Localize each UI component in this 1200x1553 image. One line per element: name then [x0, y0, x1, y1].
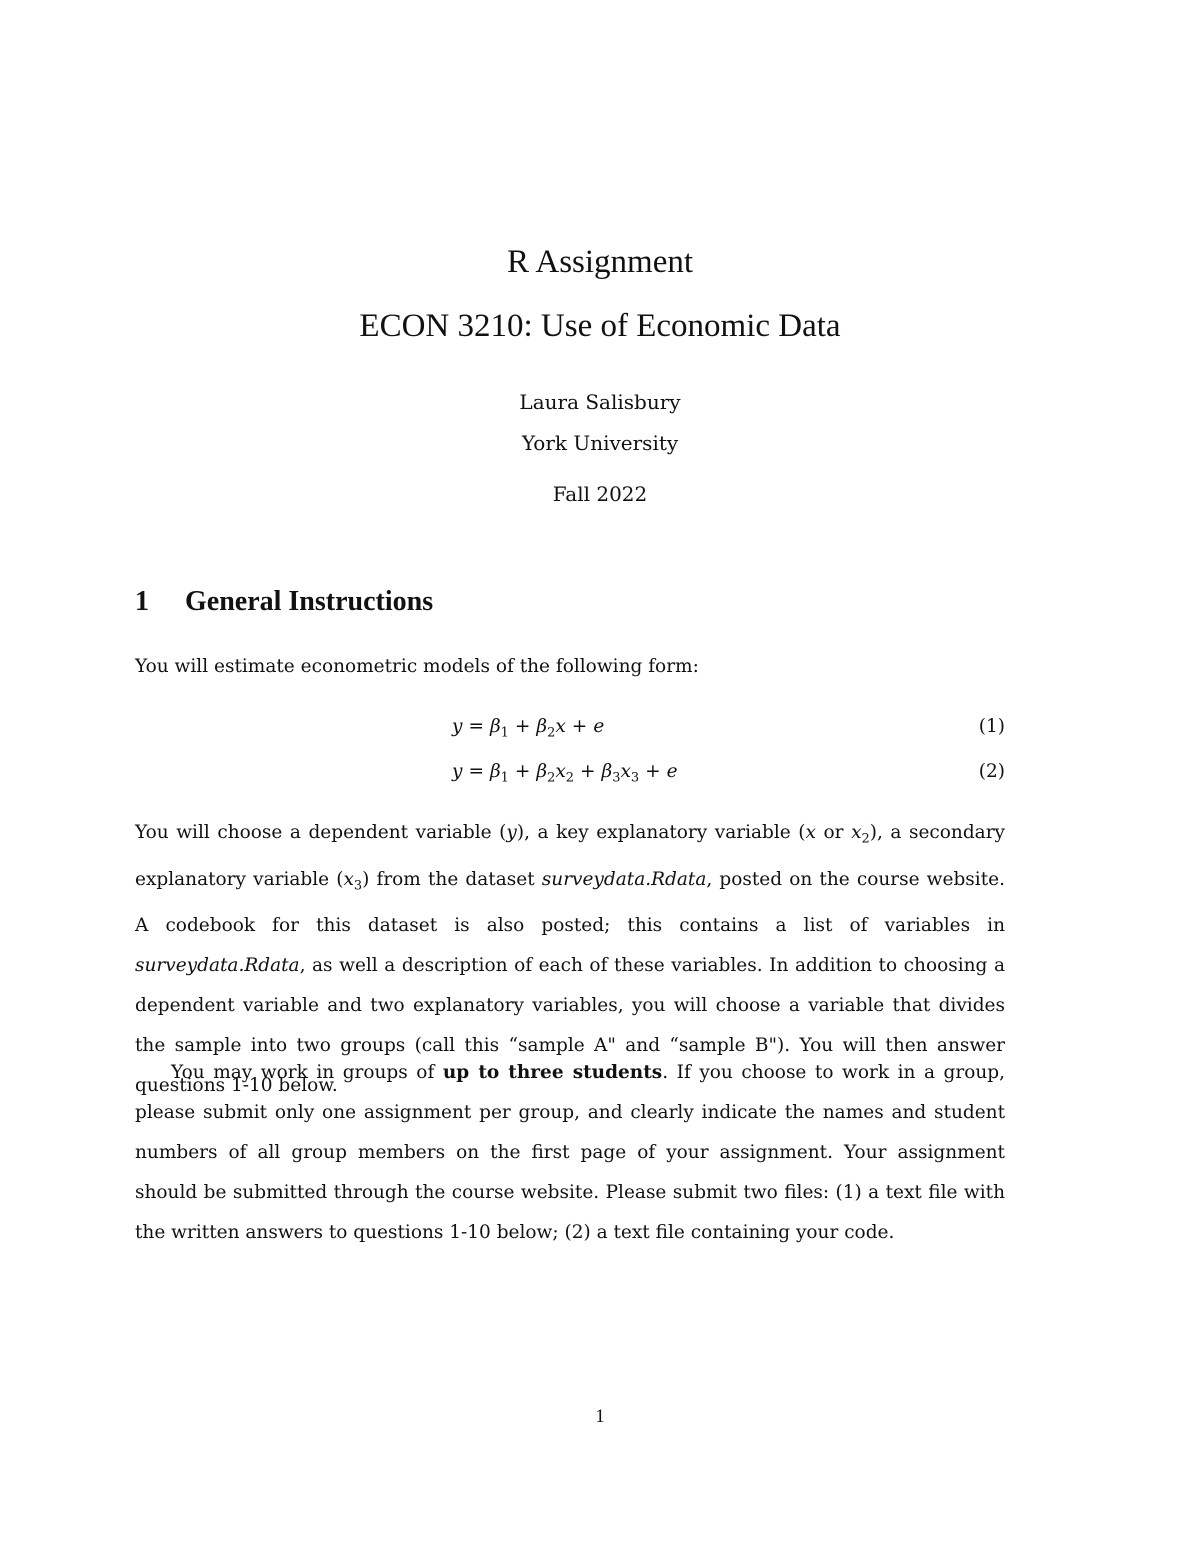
p1-text-6: , posted on the course website. A codebook for this dataset is also posted; this contains a list of variables in — [135, 868, 1005, 937]
eq2-x3: x — [620, 761, 631, 782]
eq1-beta1-sub: 1 — [500, 725, 509, 741]
p1-text-4: ), a secondary explanatory variable ( — [135, 822, 1005, 890]
eq2-x3-sub: 3 — [630, 770, 640, 786]
eq2-lhs: y — [452, 761, 463, 782]
p1-var-x3: x — [343, 868, 354, 890]
p1-var-x3-sub: 3 — [353, 878, 363, 894]
eq2-error: e — [666, 761, 678, 782]
eq1-plus2: + — [571, 716, 588, 737]
eq2-beta2: β — [536, 761, 548, 782]
course-title: ECON 3210: Use of Economic Data — [359, 308, 841, 344]
p1-text-2: ), a key explanatory variable ( — [516, 822, 806, 843]
eq1-beta2-sub: 2 — [547, 725, 556, 741]
eq1-plus1: + — [514, 716, 531, 737]
eq2-beta3-sub: 3 — [612, 770, 621, 786]
eq1-beta2: β — [536, 716, 548, 737]
eq1-error: e — [593, 716, 605, 737]
document-title: R Assignment — [506, 244, 694, 280]
p1-dataset-name: surveydata.Rdata — [541, 868, 707, 890]
eq2-plus3: + — [645, 761, 661, 782]
eq1-beta1: β — [489, 716, 501, 737]
eq2-beta2-sub: 2 — [547, 770, 556, 786]
section-number: 1 — [135, 586, 149, 617]
p2-text-1: You may work in groups of — [171, 1062, 443, 1083]
p2-emphasis: up to three students — [442, 1062, 663, 1083]
paragraph-groups — [135, 1053, 1005, 1253]
p1-var-x: x — [805, 822, 816, 843]
page-number: 1 — [595, 1406, 605, 1427]
p1-dataset-name-2: surveydata.Rdata — [135, 955, 300, 977]
p1-text-3: or — [815, 822, 852, 843]
eq2-equals: = — [468, 761, 484, 782]
intro-text: You will estimate econometric models of the following form: — [135, 656, 699, 677]
eq2-x2: x — [555, 761, 566, 782]
section-heading — [135, 584, 433, 620]
affiliation: York University — [521, 431, 679, 455]
equation-2 — [452, 759, 678, 792]
eq1-x: x — [555, 716, 566, 737]
eq2-plus2: + — [580, 761, 596, 782]
eq2-beta1-sub: 1 — [500, 770, 509, 786]
p1-var-y: y — [506, 822, 517, 843]
eq2-beta3: β — [601, 761, 613, 782]
eq2-plus1: + — [514, 761, 531, 782]
eq2-x2-sub: 2 — [565, 770, 575, 786]
p1-text-7: , as well a description of each of these variables. In addition to choosing a dependent variable and two explanatory variables, you will choose a variable that divides the sample into two groups (call this “sample A" and “sample B"). You will then answer questions 1-10 below. — [135, 955, 1005, 1097]
eq1-equals: = — [468, 716, 484, 737]
equation-2-label: (2) — [978, 761, 1005, 782]
section-title: General Instructions — [185, 586, 434, 617]
p1-var-x2: x — [851, 822, 862, 843]
equation-1 — [452, 714, 604, 747]
p1-text-1: You will choose a dependent variable ( — [135, 822, 507, 843]
term: Fall 2022 — [552, 482, 648, 506]
eq1-lhs: y — [452, 716, 463, 737]
p1-text-5: ) from the dataset — [362, 868, 542, 890]
p1-var-x2-sub: 2 — [861, 831, 870, 847]
p2-text-2: . If you choose to work in a group, please submit only one assignment per group, and clearly indicate the names and student numbers of all group members on the first page of your assignment. Your assignment should be submitted through the course website. Please submit two files: (1) a text file with the written answers to questions 1-10 below; (2) a text file containing your code. — [135, 1062, 1005, 1243]
author-name: Laura Salisbury — [519, 390, 681, 414]
equation-1-label: (1) — [978, 716, 1005, 737]
eq2-beta1: β — [489, 761, 501, 782]
